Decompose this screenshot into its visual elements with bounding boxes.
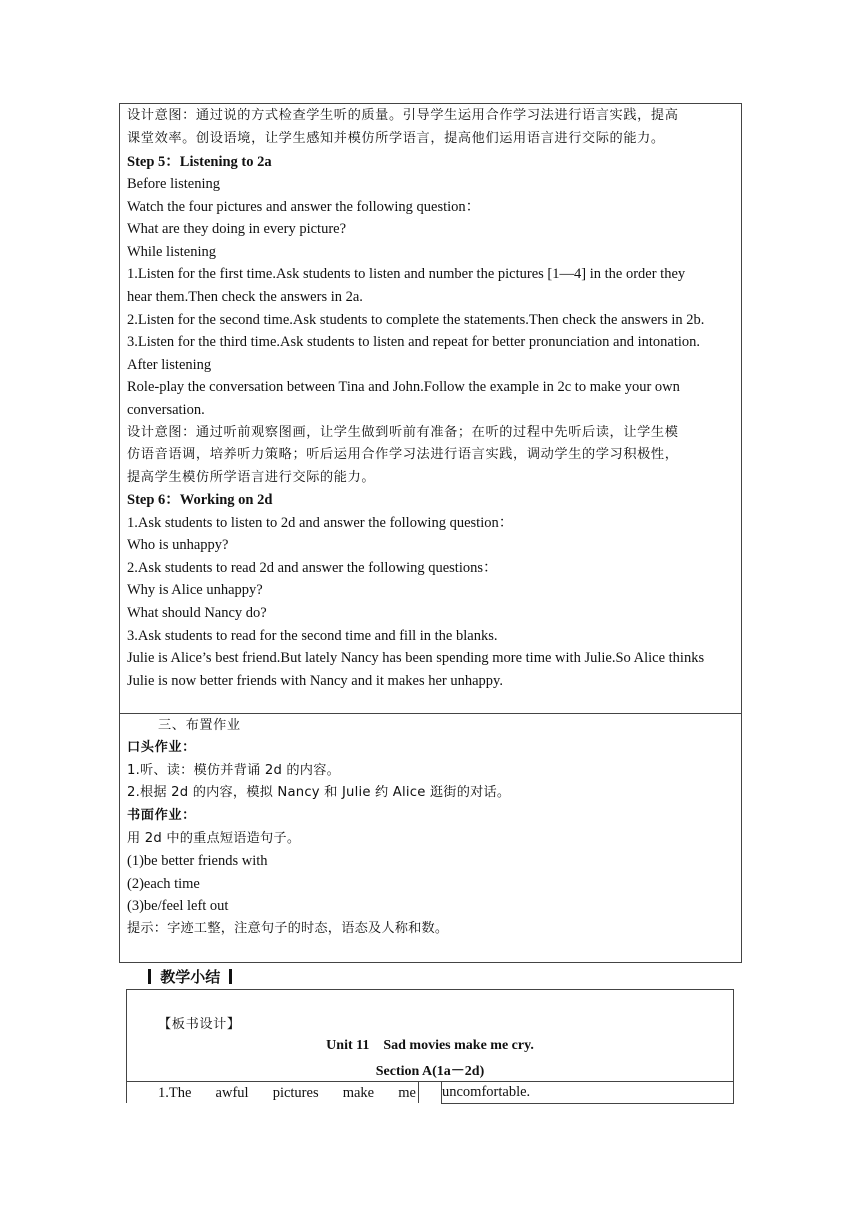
board-row-1-left-text [158,1082,416,1105]
step5-line: hear them.Then check the answers in 2a. [127,289,363,305]
step5-line: Before listening [127,176,221,192]
step6-line: Julie is now better friends with Nancy and it makes her unhappy. [127,673,503,689]
summary-header-text: 教学小结 [160,968,221,986]
step5-intent-line-1: 设计意图：通过听前观察图画，让学生做到听前有准备；在听的过程中先听后读，让学生模 [127,425,679,440]
board-design-label: 【板书设计】 [158,1017,241,1032]
step6-title: Step 6：Working on 2d [127,492,273,508]
row-divider [418,1081,419,1103]
row1-word: make [342,1085,375,1101]
step5-line: While listening [127,244,216,260]
step5-line: Watch the four pictures and answer the following question： [127,199,481,215]
step5-line: Role-play the conversation between Tina and John.Follow the example in 2c to make your own [127,379,680,395]
header-bar-right [229,969,232,984]
step5-line: conversation. [127,402,205,418]
row1-word: awful [215,1085,249,1101]
design-intent-line-1: 设计意图：通过说的方式检查学生听的质量。引导学生运用合作学习法进行语言实践，提高 [127,108,679,123]
row1-word: me [398,1085,416,1101]
oral-homework-item: 2.根据 2d 的内容，模拟 Nancy 和 Julie 约 Alice 逛街的对话。 [127,785,511,800]
written-homework-item: (3)be/feel left out [127,898,229,914]
step6-line: Julie is Alice’s best friend.But lately Nancy has been spending more time with Julie.So Alice thinks [127,650,705,666]
step5-intent-line-3: 提高学生模仿所学语言进行交际的能力。 [127,470,376,485]
homework-tip: 提示：字迹工整，注意句子的时态，语态及人称和数。 [127,921,449,936]
written-homework-item: (1)be better friends with [127,853,268,869]
step6-line: 1.Ask students to listen to 2d and answer the following question： [127,515,514,531]
written-homework-label: 书面作业： [127,808,196,823]
unit-title: Unit 11 Sad movies make me cry. [326,1038,534,1053]
step6-line: Why is Alice unhappy? [127,582,263,598]
step5-title: Step 5：Listening to 2a [127,154,272,170]
step5-line: 1.Listen for the first time.Ask students to listen and number the pictures [1—4] in the order they [127,266,686,282]
step5-line: After listening [127,357,212,373]
step6-line: What should Nancy do? [127,605,267,621]
header-bar-left [148,969,151,984]
step5-line: 2.Listen for the second time.Ask students to complete the statements.Then check the answers in 2b. [127,312,705,328]
row1-word: pictures [272,1085,319,1101]
homework-title: 三、布置作业 [158,718,241,733]
step5-line: What are they doing in every picture? [127,221,347,237]
step5-line: 3.Listen for the third time.Ask students to listen and repeat for better pronunciation and intonation. [127,334,701,350]
step5-intent-line-2: 仿语音语调，培养听力策略；听后运用合作学习法进行语言实践，调动学生的学习积极性， [127,447,679,462]
step6-line: 3.Ask students to read for the second time and fill in the blanks. [127,628,498,644]
section-title: Section A(1a－2d) [375,1064,485,1079]
written-homework-intro: 用 2d 中的重点短语造句子。 [127,831,301,846]
design-intent-line-2: 课堂效率。创设语境，让学生感知并模仿所学语言，提高他们运用语言进行交际的能力。 [127,131,665,146]
row1-word: 1.The [158,1085,192,1101]
step6-line: Who is unhappy? [127,537,229,553]
step6-line: 2.Ask students to read 2d and answer the following questions： [127,560,498,576]
summary-header [148,966,232,987]
oral-homework-label: 口头作业： [127,740,196,755]
written-homework-item: (2)each time [127,876,200,892]
oral-homework-item: 1.听、读：模仿并背诵 2d 的内容。 [127,763,340,778]
board-row-1-right-text: uncomfortable. [442,1084,531,1100]
